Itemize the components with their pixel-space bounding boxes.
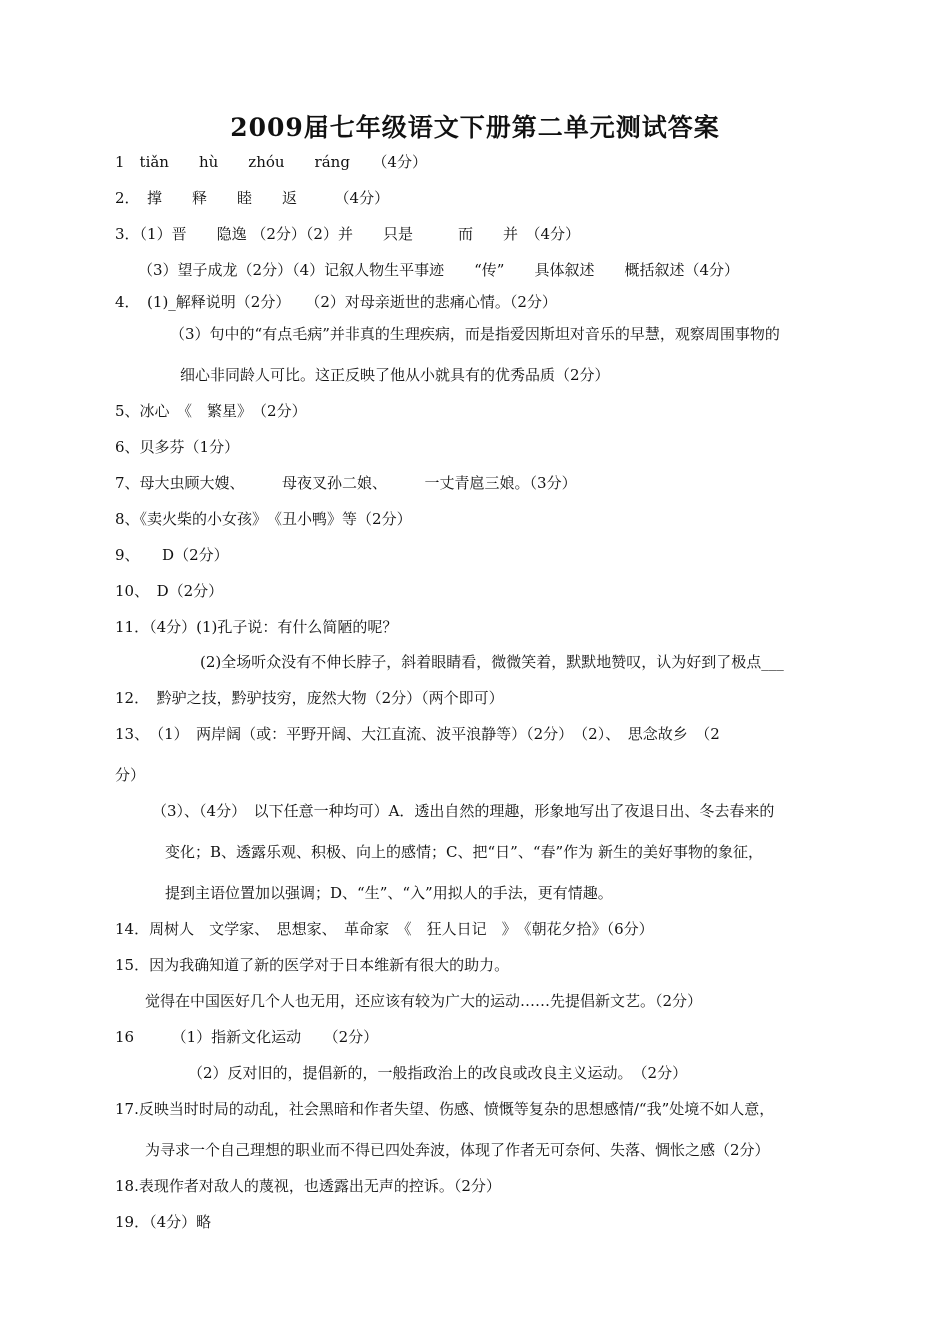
answer-line-11-2: (2)全场听众没有不伸长脖子，斜着眼睛看，微微笑着，默默地赞叹，认为好到了极点___ xyxy=(200,653,784,671)
document-title: 2009届七年级语文下册第二单元测试答案 xyxy=(230,113,720,142)
answer-line-7: 7、母大虫顾大嫂、 母夜叉孙二娘、 一丈青扈三娘。（3分） xyxy=(115,474,577,492)
answer-line-3-cont: （3）望子成龙（2分）（4）记叙人物生平事迹 “传” 具体叙述 概括叙述（4分） xyxy=(138,261,740,279)
answer-line-4: 4． (1)_解释说明（2分） （2）对母亲逝世的悲痛心情。（2分） xyxy=(115,293,557,311)
answer-line-14: 14．周树人 文学家、 思想家、 革命家 《 狂人日记 》 《朝花夕拾》（6分） xyxy=(115,920,654,938)
answer-line-13: 13、 （1） 两岸阔（或：平野开阔、大江直流、波平浪静等）（2分） （2）、 思念故乡 （2 xyxy=(115,725,720,743)
answer-line-9: 9、 D（2分） xyxy=(115,546,229,564)
answer-line-4-3: （3）句中的“有点毛病”并非真的生理疾病，而是指爱因斯坦对音乐的早慧，观察周围事物的 xyxy=(170,325,780,343)
answer-line-2: 2． 撑 释 睦 返 （4分） xyxy=(115,189,390,207)
answer-line-8: 8、《卖火柴的小女孩》 《丑小鸭》等（2分） xyxy=(115,510,412,528)
answer-line-15: 15．因为我确知道了新的医学对于日本维新有很大的助力。 xyxy=(115,956,510,974)
answer-line-3: 3．（1）晋 隐逸 （2分）（2）并 只是 而 并 （4分） xyxy=(115,225,580,243)
answer-line-12: 12． 黔驴之技，黔驴技穷，庞然大物（2分）（两个即可） xyxy=(115,689,504,707)
answer-line-18: 18.表现作者对敌人的蔑视，也透露出无声的控诉。（2分） xyxy=(115,1177,501,1195)
answer-line-16: 16 （1）指新文化运动 （2分） xyxy=(115,1028,379,1046)
answer-line-6: 6、贝多芬（1分） xyxy=(115,438,240,456)
answer-line-15-cont: 觉得在中国医好几个人也无用，还应该有较为广大的运动……先提倡新文艺。（2分） xyxy=(145,992,703,1010)
answer-line-5: 5、冰心 《 繁星》 （2分） xyxy=(115,402,307,420)
answer-line-10: 10、 D（2分） xyxy=(115,582,224,600)
answer-line-1: 1 tiǎn hù zhóu ráng （4分） xyxy=(115,153,427,171)
answer-line-16-2: （2）反对旧的，提倡新的，一般指政治上的改良或改良主义运动。 （2分） xyxy=(188,1064,688,1082)
answer-line-17-cont: 为寻求一个自己理想的职业而不得已四处奔波，体现了作者无可奈何、失落、惆怅之感（2分） xyxy=(145,1141,770,1159)
answer-line-17: 17.反映当时时局的动乱，社会黑暗和作者失望、伤感、愤慨等复杂的思想感情/“我”处境不如人意， xyxy=(115,1100,775,1118)
answer-line-4-3-cont: 细心非同龄人可比。这正反映了他从小就具有的优秀品质（2分） xyxy=(180,366,610,384)
answer-line-11: 11．（4分）(1)孔子说：有什么简陋的呢？ xyxy=(115,618,398,636)
answer-line-13-cont: 分） xyxy=(115,766,146,784)
answer-line-19: 19．（4分）略 xyxy=(115,1213,212,1231)
answer-line-13-3-cont-1: 变化；B、透露乐观、积极、向上的感情；C、把“日”、“春”作为 新生的美好事物的象征， xyxy=(165,843,763,861)
answer-line-13-3-cont-2: 提到主语位置加以强调；D、“生”、“入”用拟人的手法，更有情趣。 xyxy=(165,884,613,902)
answer-line-13-3: （3）、（4分） 以下任意一种均可）A．透出自然的理趣，形象地写出了夜退日出、冬去春来的 xyxy=(152,802,775,820)
